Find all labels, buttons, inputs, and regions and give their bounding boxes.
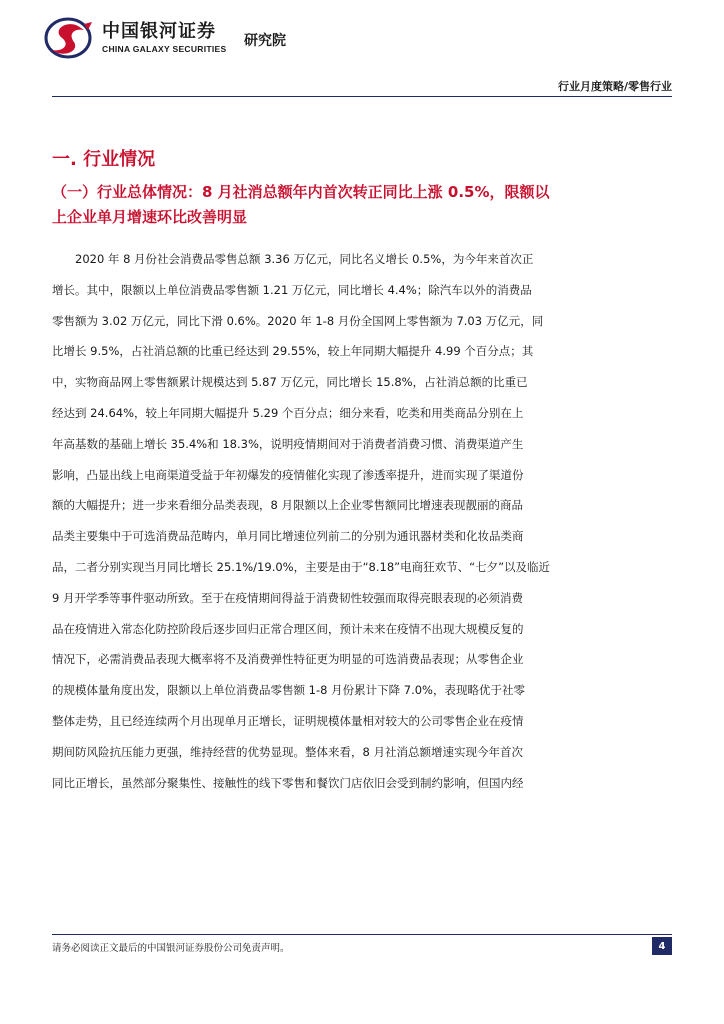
footer-disclaimer: 请务必阅读正文最后的中国银河证券股份公司免责声明。 xyxy=(52,943,290,954)
page-number: 4 xyxy=(652,937,672,955)
logo-text xyxy=(102,21,227,55)
body-line: 增长。其中，限额以上单位消费品零售额 1.21 万亿元，同比增长 4.4%；除汽车以外的消费品 xyxy=(52,282,532,297)
body-line: 经达到 24.64%，较上年同期大幅提升 5.29 个百分点；细分来看，吃类和用类商品分别在上 xyxy=(52,405,524,420)
body-line: 品类主要集中于可选消费品范畴内，单月同比增速位列前二的分别为通讯器材类和化妆品类商 xyxy=(52,529,524,544)
body-line: 额的大幅提升；进一步来看细分品类表现，8 月限额以上企业零售额同比增速表现靓丽的商品 xyxy=(52,498,523,513)
footer-divider xyxy=(52,934,672,935)
body-line: 影响，凸显出线上电商渠道受益于年初爆发的疫情催化实现了渗透率提升，进而实现了渠道份 xyxy=(52,467,524,482)
body-line: 整体走势，且已经连续两个月出现单月正增长，证明规模体量相对较大的公司零售企业在疫情 xyxy=(52,713,524,728)
logo-chinese-name: 中国银河证券 xyxy=(102,21,216,42)
body-paragraph xyxy=(52,244,552,798)
china-galaxy-logo-icon xyxy=(44,16,96,60)
body-line: 年高基数的基础上增长 35.4%和 18.3%，说明疫情期间对于消费者消费习惯、消费渠道产生 xyxy=(52,436,524,451)
body-line: 的规模体量角度出发，限额以上单位消费品零售额 1-8 月份累计下降 7.0%，表现略优于社零 xyxy=(52,683,525,698)
body-line: 零售额为 3.02 万亿元，同比下滑 0.6%。2020 年 1-8 月份全国网上零售额为 7.03 万亿元，同 xyxy=(52,313,544,328)
department-label: 研究院 xyxy=(244,33,286,49)
report-type: 行业月度策略/零售行业 xyxy=(557,80,672,93)
subsection-title: （一）行业总体情况：8 月社消总额年内首次转正同比上涨 0.5%，限额以上企业单月增速环比改善明显 xyxy=(52,183,550,226)
logo-english-name: CHINA GALAXY SECURITIES xyxy=(102,44,227,54)
body-line: 2020 年 8 月份社会消费品零售总额 3.36 万亿元，同比名义增长 0.5%，为今年来首次正 xyxy=(52,252,534,266)
body-line: 中，实物商品网上零售额累计规模达到 5.87 万亿元，同比增长 15.8%，占社消总额的比重已 xyxy=(52,375,528,390)
section-title: 一. 行业情况 xyxy=(52,149,156,170)
header-divider xyxy=(52,96,672,97)
body-line: 情况下，必需消费品表现大概率将不及消费弹性特征更为明显的可选消费品表现；从零售企业 xyxy=(52,652,524,667)
body-line: 9 月开学季等事件驱动所致。至于在疫情期间得益于消费韧性较强而取得亮眼表现的必须消费 xyxy=(52,590,523,605)
body-line: 比增长 9.5%，占社消总额的比重已经达到 29.55%，较上年同期大幅提升 4.99 个百分点；其 xyxy=(52,344,534,359)
body-line: 品在疫情进入常态化防控阶段后逐步回归正常合理区间，预计未来在疫情不出现大规模反复的 xyxy=(52,621,524,636)
body-line: 同比正增长，虽然部分聚集性、接触性的线下零售和餐饮门店依旧会受到制约影响，但国内经 xyxy=(52,775,524,790)
body-line: 期间防风险抗压能力更强，维持经营的优势显现。整体来看，8 月社消总额增速实现今年首次 xyxy=(52,744,523,759)
body-line: 品，二者分别实现当月同比增长 25.1%/19.0%，主要是由于“8.18”电商狂欢节、“七夕”以及临近 xyxy=(52,559,551,574)
